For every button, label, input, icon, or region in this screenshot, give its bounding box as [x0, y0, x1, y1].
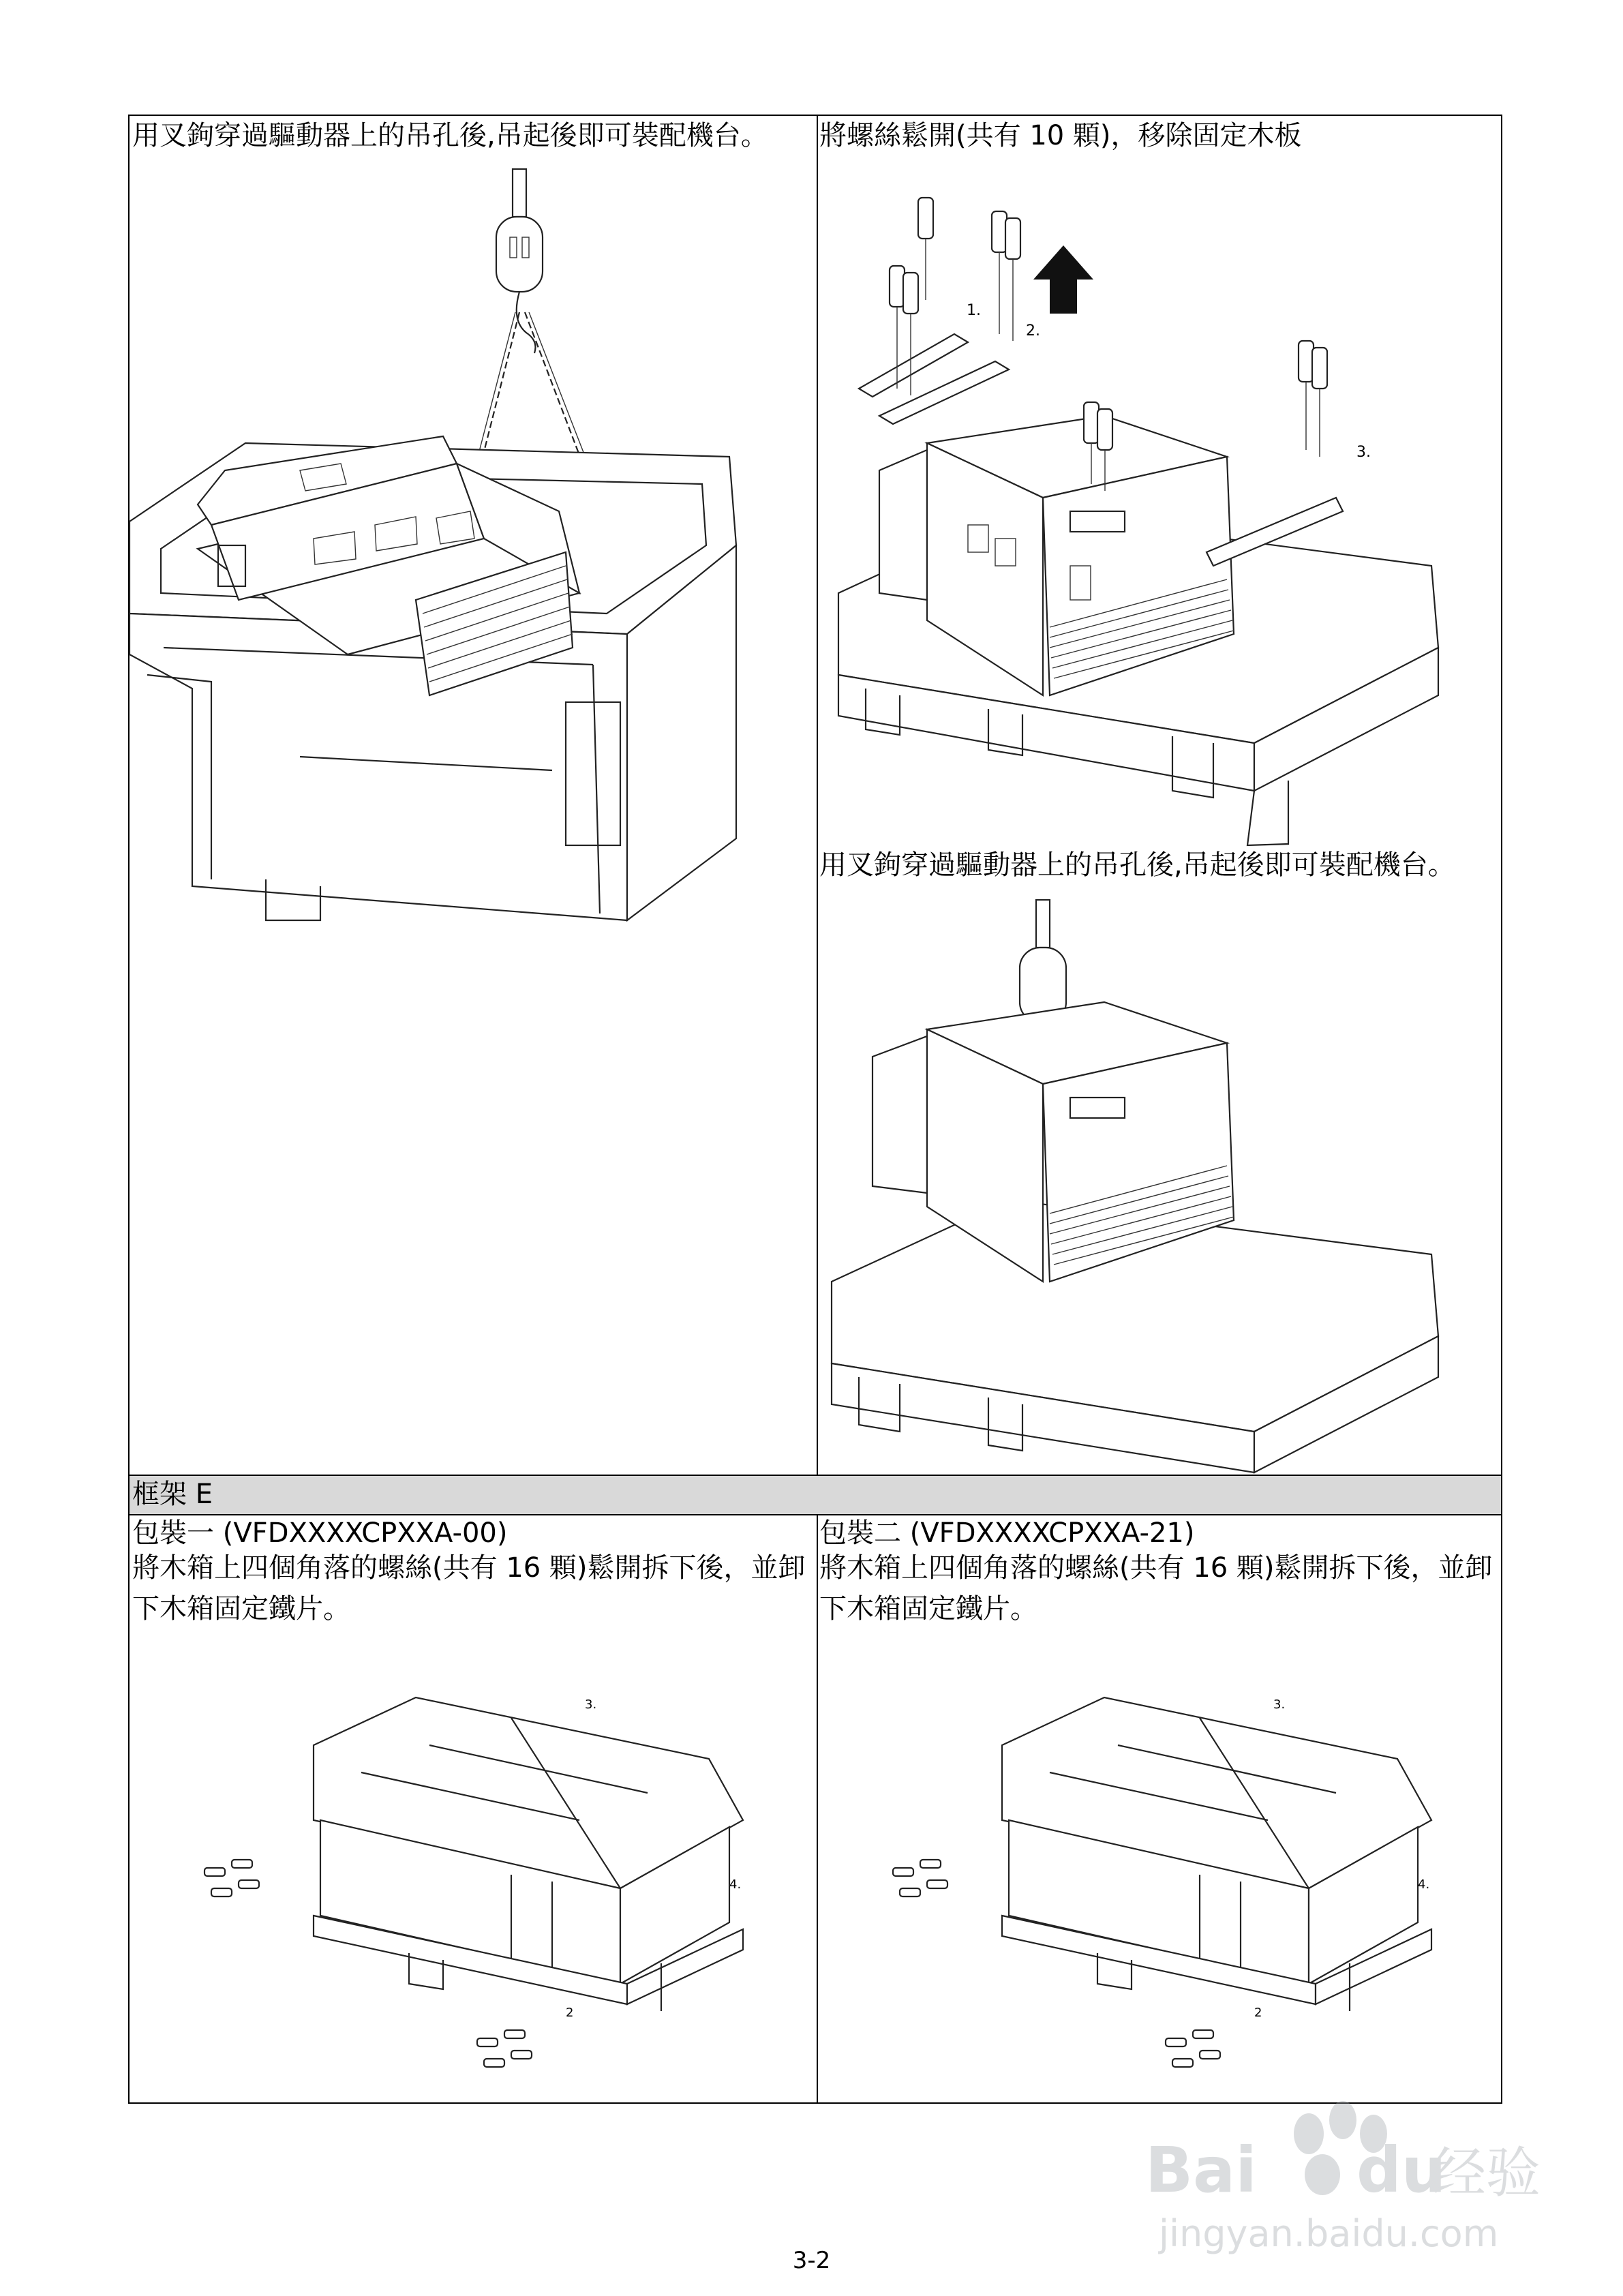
mid-right-caption: 用叉鉤穿過驅動器上的吊孔後,吊起後即可裝配機台。: [819, 849, 1455, 881]
frame-e-header: [130, 1475, 1501, 1514]
callout-board-2: 2.: [1026, 322, 1040, 339]
crate2-callout-3: 3.: [1273, 1697, 1286, 1712]
crate2-callout-4: 4.: [1418, 1877, 1430, 1892]
remove-boards-illustration: [818, 157, 1500, 845]
crate-pack1-illustration: [130, 1643, 811, 2093]
pack1-title: 包裝一 (VFDXXXXCPXXA-00): [132, 1517, 508, 1549]
baidu-watermark: [1104, 2072, 1541, 2277]
lifting-drive-illustration: [130, 157, 811, 1016]
frame-bar-top-border: [130, 1475, 1501, 1476]
frame-bar-bottom-border: [130, 1514, 1501, 1515]
page-number: 3-2: [792, 2247, 831, 2274]
watermark-url: jingyan.baidu.com: [1159, 2212, 1499, 2255]
pack1-text: 將木箱上四個角落的螺絲(共有 16 顆)鬆開拆下後，並卸下木箱固定鐵片。: [132, 1552, 806, 1625]
crate1-callout-4: 4.: [729, 1877, 742, 1892]
pack2-text: 將木箱上四個角落的螺絲(共有 16 顆)鬆開拆下後，並卸下木箱固定鐵片。: [819, 1552, 1493, 1625]
lift-off-pallet-illustration: [818, 900, 1500, 1472]
watermark-cn: 经验: [1431, 2141, 1541, 2205]
callout-board-1: 1.: [967, 302, 981, 319]
top-right-caption: 將螺絲鬆開(共有 10 顆)，移除固定木板: [819, 120, 1302, 151]
watermark-brand: Bai: [1145, 2134, 1257, 2207]
frame-title: 框架 E: [132, 1479, 213, 1510]
callout-board-3: 3.: [1356, 444, 1371, 461]
crate1-callout-3: 3.: [585, 1697, 597, 1712]
crate1-callout-2: 2: [566, 2006, 574, 2020]
instruction-table: [128, 115, 1502, 2104]
crate-pack2-illustration: [818, 1643, 1500, 2093]
top-left-caption: 用叉鉤穿過驅動器上的吊孔後,吊起後即可裝配機台。: [132, 120, 768, 151]
watermark-brand2: du: [1356, 2134, 1446, 2207]
pack2-title: 包裝二 (VFDXXXXCPXXA-21): [819, 1517, 1195, 1549]
crate2-callout-2: 2: [1254, 2006, 1262, 2020]
